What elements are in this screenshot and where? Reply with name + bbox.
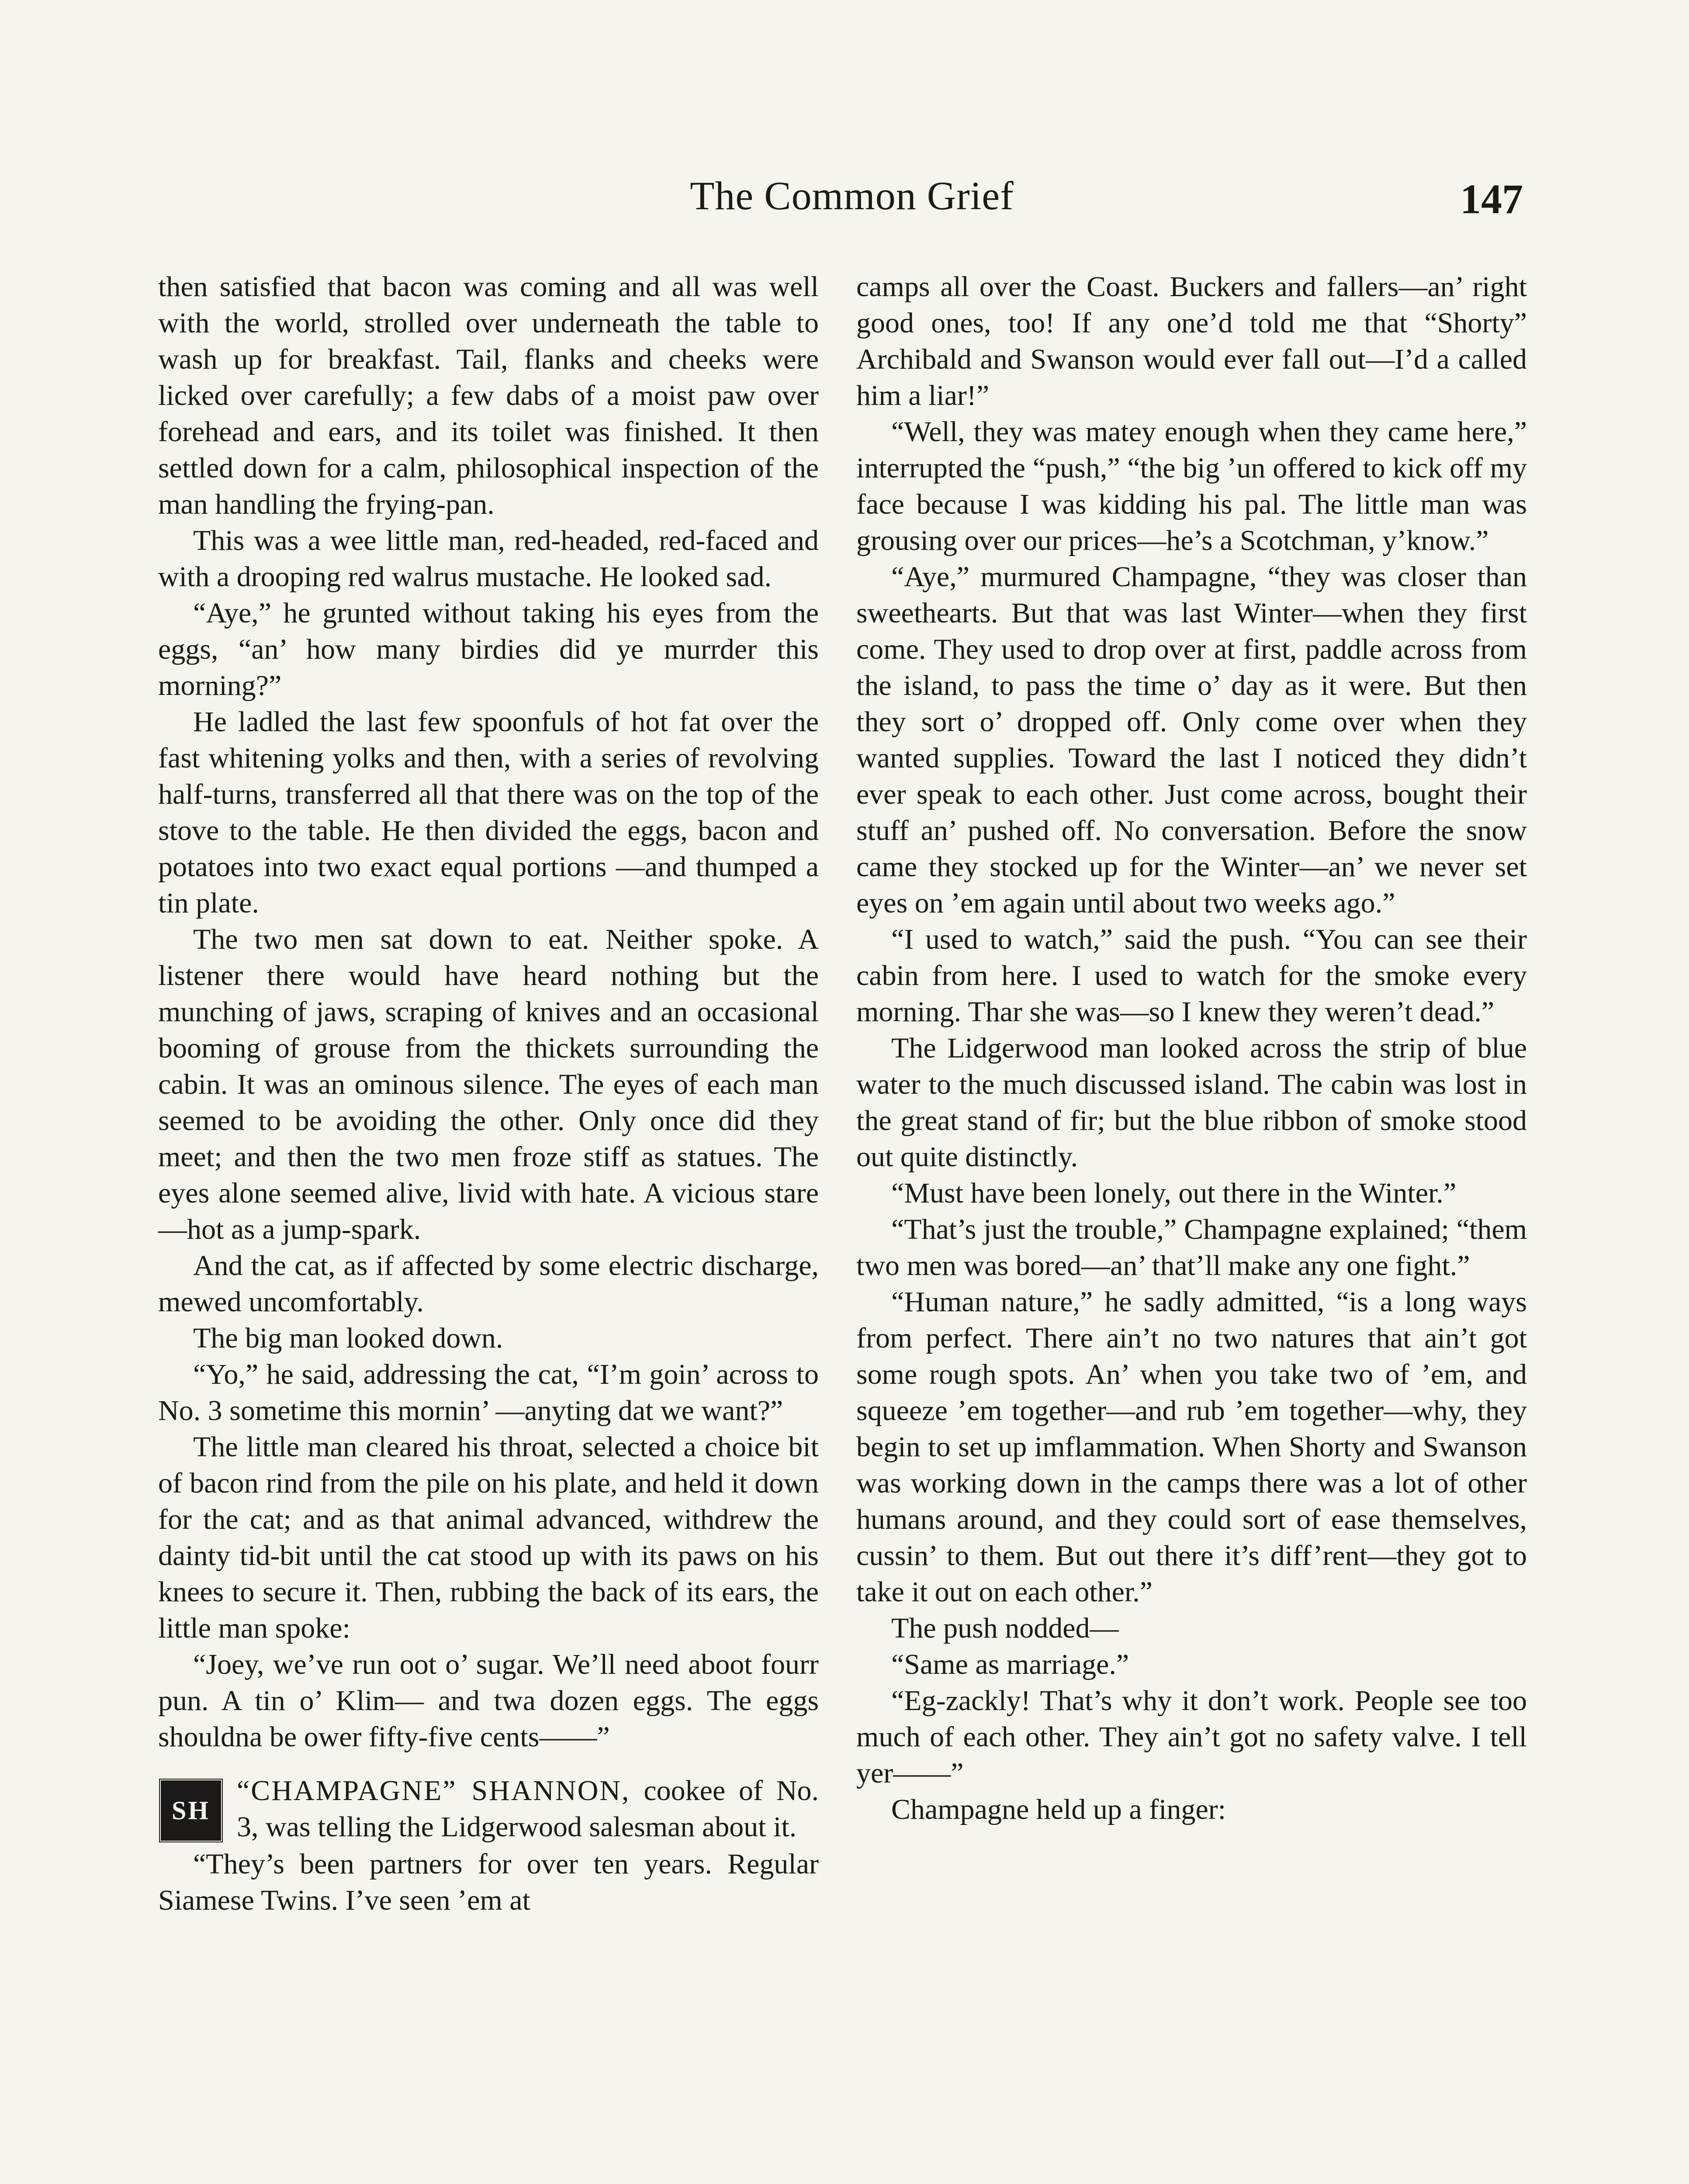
paragraph: “Eg-zackly! That’s why it don’t work. People see too much of each other. They ain’t got no safety valve. I tell yer——” <box>856 1685 1527 1789</box>
running-head-title: The Common Grief <box>690 173 1014 218</box>
paragraph: “Aye,” murmured Champagne, “they was closer than sweethearts. But that was last Winter—when they first come. They used to drop over at first, paddle across from the island, to pass the time o’ day as it were. But then they sort o’ dropped off. Only come over when they wanted supplies. Toward the last I noticed they didn’t ever speak to each other. Just come across, bought their stuff an’ pushed off. No conversation. Before the snow came they stocked up for the Winter—an’ we never set eyes on ’em again until about two weeks ago.” <box>856 561 1527 919</box>
paragraph: “Well, they was matey enough when they came here,” interrupted the “push,” “the big ’un offered to kick off my face because I was kidding his pal. The little man was grousing over our prices—he’s a Scotchman, y’know.” <box>856 416 1527 556</box>
paragraph: Champagne held up a finger: <box>891 1794 1226 1825</box>
paragraph: “They’s been partners for over ten years. Regular Siamese Twins. I’ve seen ’em at <box>158 1848 819 1916</box>
ornamental-initial: SH <box>158 1778 224 1843</box>
paragraph: then satisfied that bacon was coming and all was well with the world, strolled over underneath the table to wash up for breakfast. Tail, flanks and cheeks were licked over carefully; a few dabs of a moist paw over forehead and ears, and its toilet was finished. It then settled down for a calm, philosophical inspection of the man handling the frying-pan. <box>158 271 819 520</box>
opening-text: cookee of No. 3, was telling the Lidgerwood salesman about it. <box>237 1775 819 1843</box>
paragraph: The big man looked down. <box>193 1322 503 1354</box>
paragraph: “Must have been lonely, out there in the Winter.” <box>891 1177 1457 1209</box>
paragraph: “I used to watch,” said the push. “You can see their cabin from here. I used to watch for the smoke every morning. Thar she was—so I knew they weren’t dead.” <box>856 923 1527 1028</box>
paragraph: And the cat, as if affected by some electric discharge, mewed uncomfortably. <box>158 1250 819 1318</box>
opening-caps: “CHAMPAGNE” SHANNON, <box>237 1775 630 1807</box>
section-opening <box>158 1773 819 1846</box>
left-column <box>158 269 819 1918</box>
right-column <box>856 269 1527 1828</box>
paragraph: “Yo,” he said, addressing the cat, “I’m goin’ across to No. 3 sometime this mornin’ —anyting dat we want?” <box>158 1358 819 1427</box>
paragraph: “Same as marriage.” <box>891 1648 1129 1680</box>
paragraph: The little man cleared his throat, selected a choice bit of bacon rind from the pile on his plate, and held it down for the cat; and as that animal advanced, withdrew the dainty tid-bit until the cat stood up with its paws on his knees to secure it. Then, rubbing the back of its ears, the little man spoke: <box>158 1431 819 1644</box>
paragraph: camps all over the Coast. Buckers and fallers—an’ right good ones, too! If any one’d told me that “Shorty” Archibald and Swanson would ever fall out—I’d a called him a liar!” <box>856 271 1527 411</box>
paragraph: “Aye,” he grunted without taking his eyes from the eggs, “an’ how many birdies did ye murrder this morning?” <box>158 597 819 702</box>
paragraph: “Joey, we’ve run oot o’ sugar. We’ll need aboot fourr pun. A tin o’ Klim— and twa dozen eggs. The eggs shouldna be ower fifty-five cents——” <box>158 1648 819 1753</box>
paragraph: This was a wee little man, red-headed, red-faced and with a drooping red walrus mustache. He looked sad. <box>158 525 819 593</box>
paragraph: The Lidgerwood man looked across the strip of blue water to the much discussed island. The cabin was lost in the great stand of fir; but the blue ribbon of smoke stood out quite distinctly. <box>856 1032 1527 1173</box>
paragraph: The push nodded— <box>891 1612 1119 1644</box>
paragraph: He ladled the last few spoonfuls of hot fat over the fast whitening yolks and then, with a series of revolving half-turns, transferred all that there was on the top of the stove to the table. He then divided the eggs, bacon and potatoes into two exact equal portions —and thumped a tin plate. <box>158 706 819 919</box>
page-number: 147 <box>1460 176 1523 222</box>
paragraph: “That’s just the trouble,” Champagne explained; “them two men was bored—an’ that’ll make any one fight.” <box>856 1213 1527 1282</box>
paragraph: The two men sat down to eat. Neither spoke. A listener there would have heard nothing but the munching of jaws, scraping of knives and an occasional booming of grouse from the thickets surrounding the cabin. It was an ominous silence. The eyes of each man seemed to be avoiding the other. Only once did they meet; and then the two men froze stiff as statues. The eyes alone seemed alive, livid with hate. A vicious stare—hot as a jump-spark. <box>158 923 819 1245</box>
paragraph: “Human nature,” he sadly admitted, “is a long ways from perfect. There ain’t no two natures that ain’t got some rough spots. An’ when you take two of ’em, and squeeze ’em together—and rub ’em together—why, they begin to set up imflammation. When Shorty and Swanson was working down in the camps there was a lot of other humans around, and they could sort of ease themselves, cussin’ to them. But out there it’s diff’rent—they got to take it out on each other.” <box>856 1286 1527 1608</box>
opening-paragraph <box>158 1773 819 1845</box>
